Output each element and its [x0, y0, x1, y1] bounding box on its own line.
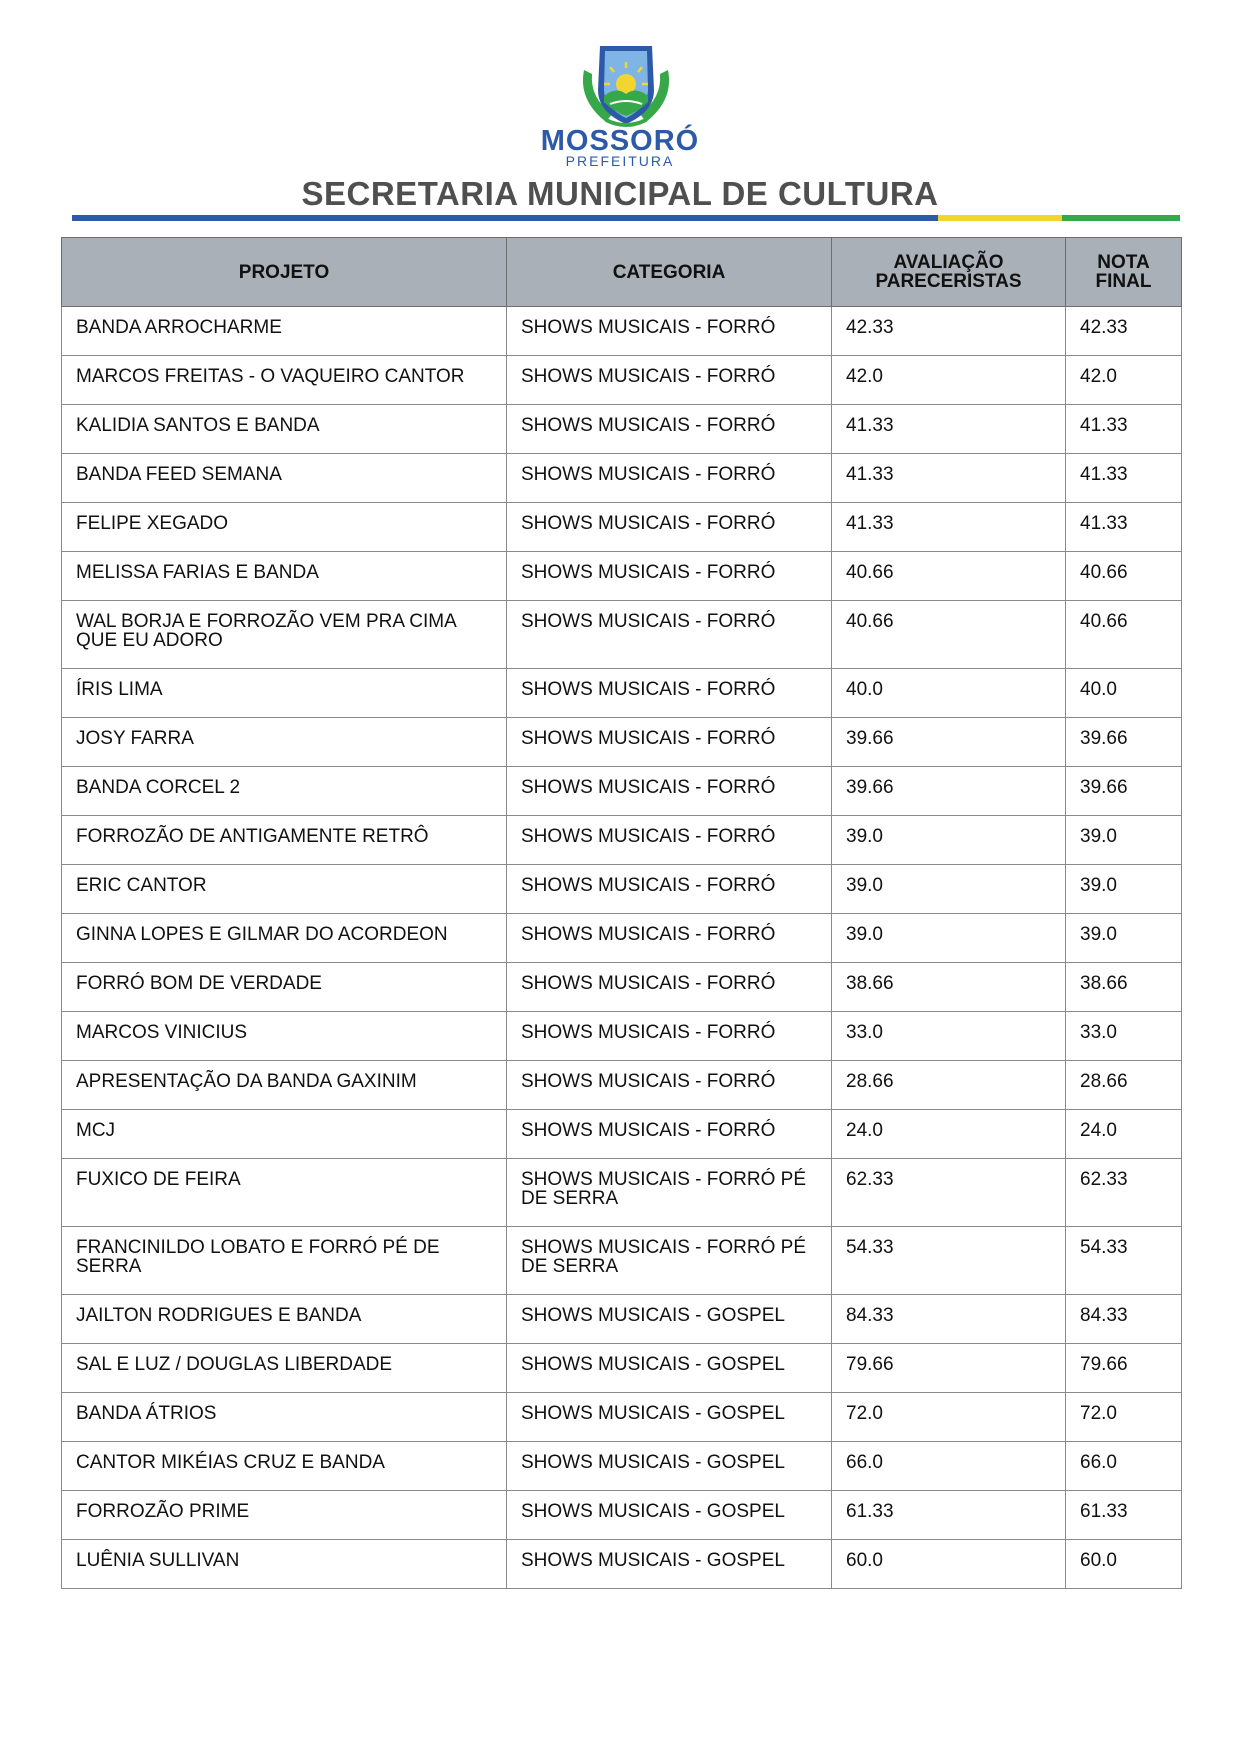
- table-row: [62, 405, 1182, 454]
- cell-nota-final: 33.0: [1066, 1012, 1182, 1061]
- cell-categoria: SHOWS MUSICAIS - GOSPEL: [507, 1344, 832, 1393]
- cell-categoria: SHOWS MUSICAIS - FORRÓ PÉ DE SERRA: [507, 1227, 832, 1295]
- table-row: [62, 1393, 1182, 1442]
- cell-projeto: MELISSA FARIAS E BANDA: [62, 552, 507, 601]
- color-bar-green: [1062, 215, 1180, 221]
- table-row: [62, 1442, 1182, 1491]
- table-row: [62, 503, 1182, 552]
- table-row: [62, 552, 1182, 601]
- cell-projeto: CANTOR MIKÉIAS CRUZ E BANDA: [62, 1442, 507, 1491]
- cell-projeto: BANDA ÁTRIOS: [62, 1393, 507, 1442]
- cell-nota-final: 28.66: [1066, 1061, 1182, 1110]
- department-title: SECRETARIA MUNICIPAL DE CULTURA: [301, 175, 939, 212]
- column-header-nota-final: NOTA FINAL: [1066, 238, 1182, 307]
- table-row: [62, 1344, 1182, 1393]
- cell-projeto: MARCOS FREITAS - O VAQUEIRO CANTOR: [62, 356, 507, 405]
- cell-avaliacao: 62.33: [832, 1159, 1066, 1227]
- cell-projeto: GINNA LOPES E GILMAR DO ACORDEON: [62, 914, 507, 963]
- brand-subtitle: PREFEITURA: [565, 153, 675, 169]
- mossoro-crest-icon: [576, 40, 676, 130]
- cell-avaliacao: 41.33: [832, 503, 1066, 552]
- cell-projeto: MCJ: [62, 1110, 507, 1159]
- cell-projeto: ÍRIS LIMA: [62, 669, 507, 718]
- cell-categoria: SHOWS MUSICAIS - FORRÓ: [507, 356, 832, 405]
- cell-projeto: FELIPE XEGADO: [62, 503, 507, 552]
- cell-categoria: SHOWS MUSICAIS - FORRÓ: [507, 601, 832, 669]
- cell-avaliacao: 38.66: [832, 963, 1066, 1012]
- cell-categoria: SHOWS MUSICAIS - FORRÓ: [507, 307, 832, 356]
- cell-avaliacao: 40.66: [832, 552, 1066, 601]
- color-bar-yellow: [938, 215, 1062, 221]
- cell-avaliacao: 41.33: [832, 454, 1066, 503]
- cell-avaliacao: 42.33: [832, 307, 1066, 356]
- cell-avaliacao: 39.66: [832, 718, 1066, 767]
- cell-categoria: SHOWS MUSICAIS - FORRÓ: [507, 816, 832, 865]
- cell-nota-final: 42.33: [1066, 307, 1182, 356]
- cell-avaliacao: 79.66: [832, 1344, 1066, 1393]
- table-row: [62, 1540, 1182, 1589]
- cell-nota-final: 66.0: [1066, 1442, 1182, 1491]
- cell-avaliacao: 40.0: [832, 669, 1066, 718]
- cell-avaliacao: 84.33: [832, 1295, 1066, 1344]
- cell-projeto: ERIC CANTOR: [62, 865, 507, 914]
- cell-nota-final: 54.33: [1066, 1227, 1182, 1295]
- table-body: [62, 307, 1182, 1589]
- cell-categoria: SHOWS MUSICAIS - GOSPEL: [507, 1393, 832, 1442]
- cell-projeto: FORROZÃO PRIME: [62, 1491, 507, 1540]
- cell-avaliacao: 61.33: [832, 1491, 1066, 1540]
- cell-projeto: JAILTON RODRIGUES E BANDA: [62, 1295, 507, 1344]
- table-row: [62, 1227, 1182, 1295]
- color-bar-blue: [72, 215, 938, 221]
- table-row: [62, 1012, 1182, 1061]
- document-header: [0, 0, 1240, 230]
- cell-projeto: SAL E LUZ / DOUGLAS LIBERDADE: [62, 1344, 507, 1393]
- cell-avaliacao: 42.0: [832, 356, 1066, 405]
- cell-nota-final: 39.0: [1066, 914, 1182, 963]
- cell-nota-final: 38.66: [1066, 963, 1182, 1012]
- cell-avaliacao: 60.0: [832, 1540, 1066, 1589]
- cell-categoria: SHOWS MUSICAIS - FORRÓ: [507, 767, 832, 816]
- table-row: [62, 1491, 1182, 1540]
- cell-categoria: SHOWS MUSICAIS - FORRÓ: [507, 1061, 832, 1110]
- cell-avaliacao: 39.66: [832, 767, 1066, 816]
- cell-nota-final: 39.0: [1066, 816, 1182, 865]
- cell-categoria: SHOWS MUSICAIS - FORRÓ: [507, 1012, 832, 1061]
- cell-avaliacao: 41.33: [832, 405, 1066, 454]
- table-row: [62, 1061, 1182, 1110]
- table-row: [62, 1110, 1182, 1159]
- table-row: [62, 307, 1182, 356]
- cell-categoria: SHOWS MUSICAIS - FORRÓ: [507, 914, 832, 963]
- column-header-avaliacao: AVALIAÇÃO PARECERISTAS: [832, 238, 1066, 307]
- cell-categoria: SHOWS MUSICAIS - FORRÓ: [507, 963, 832, 1012]
- column-header-projeto: PROJETO: [62, 238, 507, 307]
- cell-categoria: SHOWS MUSICAIS - FORRÓ: [507, 503, 832, 552]
- cell-projeto: FORROZÃO DE ANTIGAMENTE RETRÔ: [62, 816, 507, 865]
- cell-nota-final: 39.0: [1066, 865, 1182, 914]
- table-row: [62, 816, 1182, 865]
- table-row: [62, 963, 1182, 1012]
- cell-categoria: SHOWS MUSICAIS - FORRÓ: [507, 405, 832, 454]
- cell-avaliacao: 24.0: [832, 1110, 1066, 1159]
- table-row: [62, 1159, 1182, 1227]
- cell-nota-final: 42.0: [1066, 356, 1182, 405]
- table-row: [62, 865, 1182, 914]
- cell-categoria: SHOWS MUSICAIS - FORRÓ: [507, 1110, 832, 1159]
- cell-projeto: FORRÓ BOM DE VERDADE: [62, 963, 507, 1012]
- cell-projeto: WAL BORJA E FORROZÃO VEM PRA CIMA QUE EU ADORO: [62, 601, 507, 669]
- column-header-categoria: CATEGORIA: [507, 238, 832, 307]
- cell-nota-final: 24.0: [1066, 1110, 1182, 1159]
- cell-categoria: SHOWS MUSICAIS - FORRÓ: [507, 454, 832, 503]
- cell-avaliacao: 39.0: [832, 914, 1066, 963]
- cell-avaliacao: 40.66: [832, 601, 1066, 669]
- table-header-row: [62, 238, 1182, 307]
- cell-nota-final: 62.33: [1066, 1159, 1182, 1227]
- cell-categoria: SHOWS MUSICAIS - FORRÓ: [507, 718, 832, 767]
- results-table: [61, 237, 1182, 1589]
- cell-nota-final: 39.66: [1066, 718, 1182, 767]
- cell-nota-final: 40.66: [1066, 601, 1182, 669]
- cell-projeto: JOSY FARRA: [62, 718, 507, 767]
- table-row: [62, 718, 1182, 767]
- table-row: [62, 356, 1182, 405]
- cell-nota-final: 40.0: [1066, 669, 1182, 718]
- cell-categoria: SHOWS MUSICAIS - FORRÓ: [507, 552, 832, 601]
- cell-avaliacao: 39.0: [832, 865, 1066, 914]
- cell-avaliacao: 72.0: [832, 1393, 1066, 1442]
- cell-categoria: SHOWS MUSICAIS - GOSPEL: [507, 1491, 832, 1540]
- cell-nota-final: 84.33: [1066, 1295, 1182, 1344]
- cell-nota-final: 72.0: [1066, 1393, 1182, 1442]
- cell-projeto: BANDA CORCEL 2: [62, 767, 507, 816]
- cell-categoria: SHOWS MUSICAIS - GOSPEL: [507, 1540, 832, 1589]
- cell-projeto: BANDA FEED SEMANA: [62, 454, 507, 503]
- table-row: [62, 601, 1182, 669]
- cell-projeto: MARCOS VINICIUS: [62, 1012, 507, 1061]
- cell-categoria: SHOWS MUSICAIS - FORRÓ: [507, 669, 832, 718]
- table-row: [62, 767, 1182, 816]
- brand-name: MOSSORÓ: [540, 125, 700, 157]
- cell-avaliacao: 33.0: [832, 1012, 1066, 1061]
- table-row: [62, 1295, 1182, 1344]
- cell-nota-final: 40.66: [1066, 552, 1182, 601]
- cell-categoria: SHOWS MUSICAIS - FORRÓ: [507, 865, 832, 914]
- table-row: [62, 454, 1182, 503]
- header-color-bar: [72, 215, 1180, 221]
- cell-avaliacao: 39.0: [832, 816, 1066, 865]
- cell-nota-final: 79.66: [1066, 1344, 1182, 1393]
- cell-projeto: KALIDIA SANTOS E BANDA: [62, 405, 507, 454]
- table-row: [62, 914, 1182, 963]
- cell-projeto: FUXICO DE FEIRA: [62, 1159, 507, 1227]
- cell-categoria: SHOWS MUSICAIS - GOSPEL: [507, 1295, 832, 1344]
- cell-avaliacao: 28.66: [832, 1061, 1066, 1110]
- cell-nota-final: 41.33: [1066, 454, 1182, 503]
- cell-categoria: SHOWS MUSICAIS - FORRÓ PÉ DE SERRA: [507, 1159, 832, 1227]
- cell-avaliacao: 54.33: [832, 1227, 1066, 1295]
- cell-nota-final: 60.0: [1066, 1540, 1182, 1589]
- cell-nota-final: 39.66: [1066, 767, 1182, 816]
- cell-nota-final: 41.33: [1066, 503, 1182, 552]
- table-row: [62, 669, 1182, 718]
- cell-projeto: APRESENTAÇÃO DA BANDA GAXINIM: [62, 1061, 507, 1110]
- cell-nota-final: 41.33: [1066, 405, 1182, 454]
- cell-projeto: BANDA ARROCHARME: [62, 307, 507, 356]
- cell-nota-final: 61.33: [1066, 1491, 1182, 1540]
- cell-projeto: LUÊNIA SULLIVAN: [62, 1540, 507, 1589]
- cell-categoria: SHOWS MUSICAIS - GOSPEL: [507, 1442, 832, 1491]
- cell-avaliacao: 66.0: [832, 1442, 1066, 1491]
- cell-projeto: FRANCINILDO LOBATO E FORRÓ PÉ DE SERRA: [62, 1227, 507, 1295]
